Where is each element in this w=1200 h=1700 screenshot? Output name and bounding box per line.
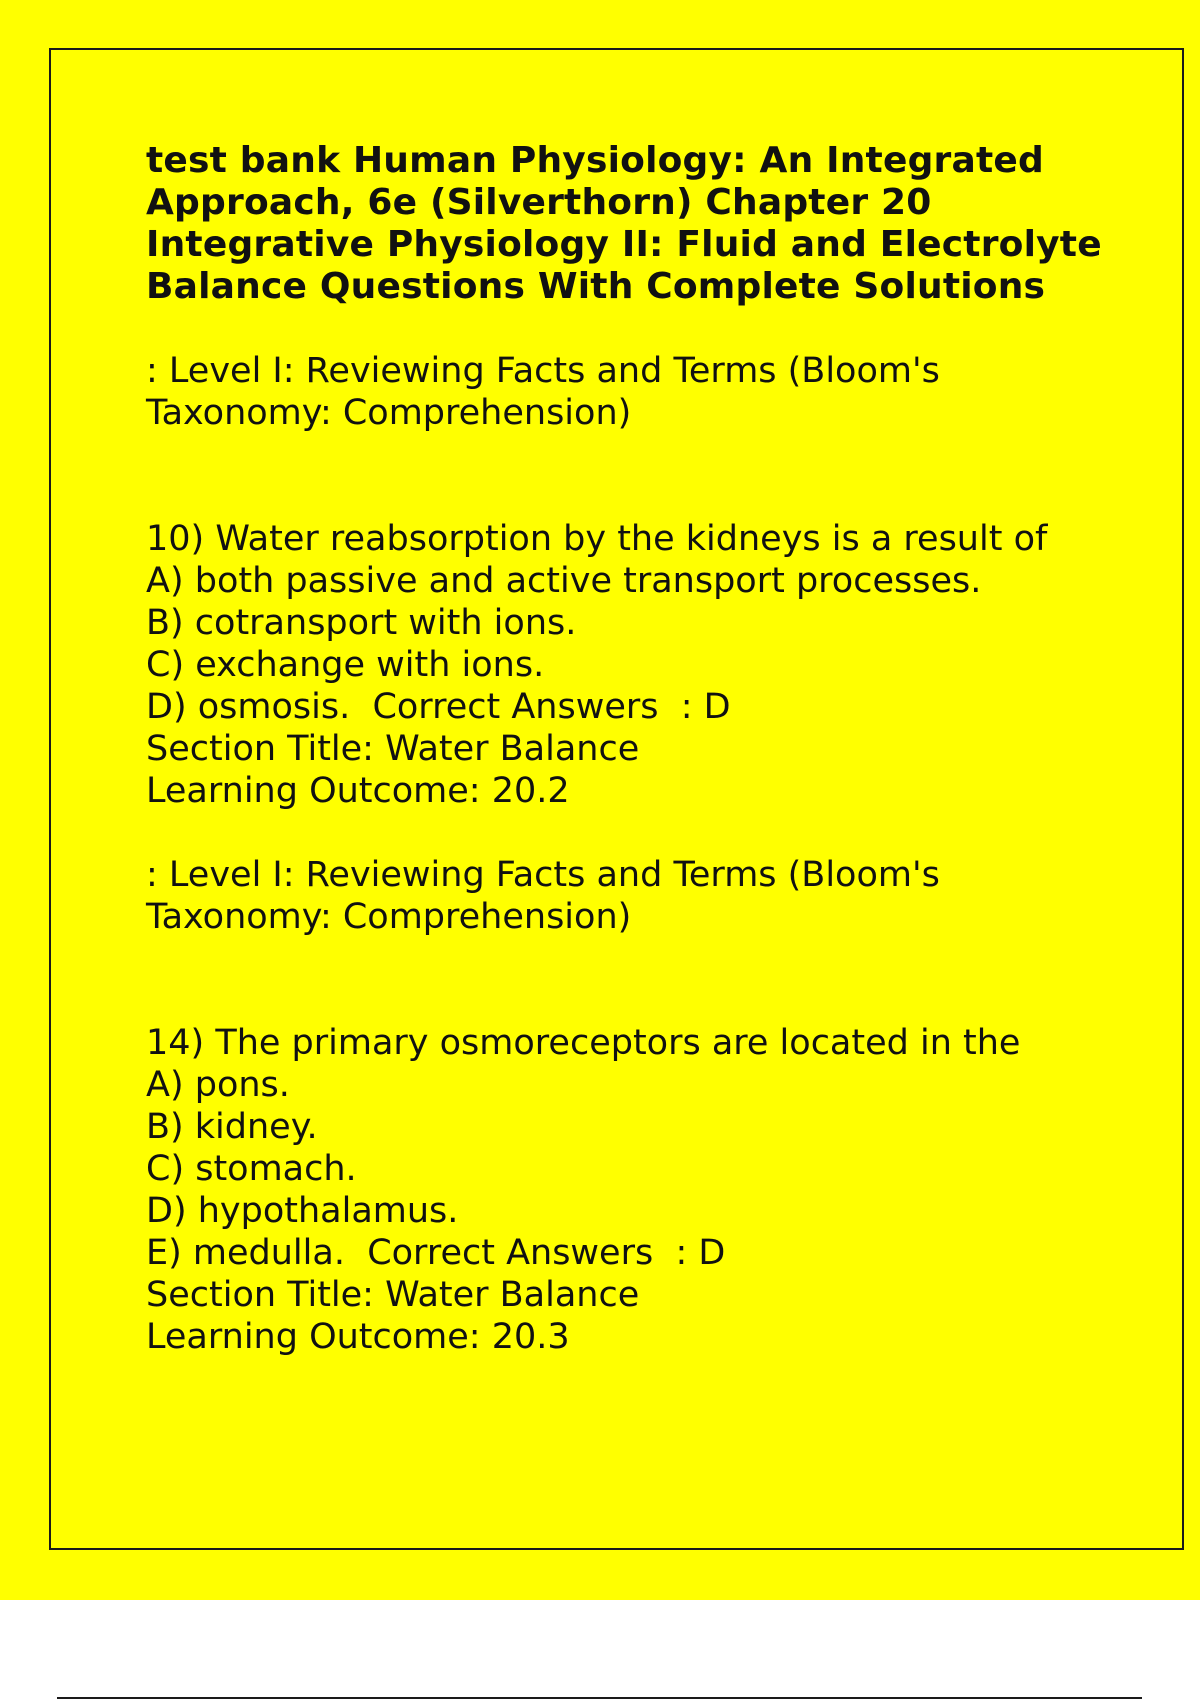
answer-option-a: A) both passive and active transport processes. [146,561,982,601]
learning-outcome: Learning Outcome: 20.3 [146,1317,570,1357]
bottom-divider [57,1697,1142,1699]
question-level: : Level I: Reviewing Facts and Terms (Bloom's Taxonomy: Comprehension) [146,855,940,937]
question-level: : Level I: Reviewing Facts and Terms (Bloom's Taxonomy: Comprehension) [146,351,940,433]
answer-option-b: B) kidney. [146,1107,318,1147]
answer-option-d: D) hypothalamus. [146,1191,459,1231]
learning-outcome: Learning Outcome: 20.2 [146,771,570,811]
section-title: Section Title: Water Balance [146,729,640,769]
document-content [146,140,1106,1358]
answer-option-c: C) stomach. [146,1149,357,1189]
answer-option-d: D) osmosis. Correct Answers : D [146,687,731,727]
document-title: test bank Human Physiology: An Integrated Approach, 6e (Silverthorn) Chapter 20 Integrative Physiology II: Fluid and Electrolyte Balance Questions With Complete Solutions [146,140,1102,307]
question-block [146,854,1106,1358]
answer-option-c: C) exchange with ions. [146,645,545,685]
answer-option-e: E) medulla. Correct Answers : D [146,1233,726,1273]
question-stem: 10) Water reabsorption by the kidneys is a result of [146,519,1048,559]
question-block [146,350,1106,812]
answer-option-b: B) cotransport with ions. [146,603,577,643]
answer-option-a: A) pons. [146,1065,290,1105]
section-title: Section Title: Water Balance [146,1275,640,1315]
question-stem: 14) The primary osmoreceptors are located in the [146,1023,1021,1063]
